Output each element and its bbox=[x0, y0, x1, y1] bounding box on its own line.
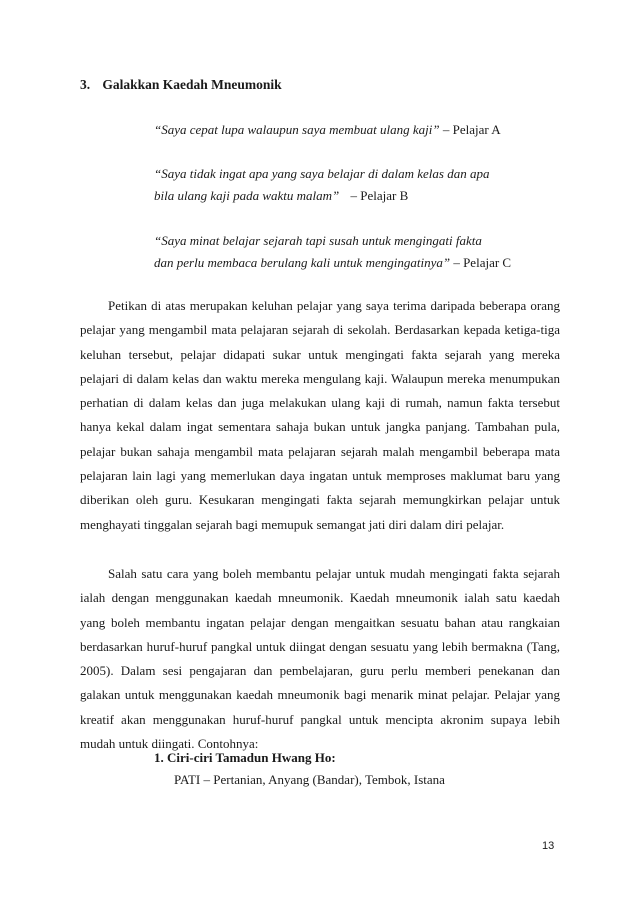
quote-attribution: – Pelajar C bbox=[453, 255, 512, 270]
quote-text: “Saya cepat lupa walaupun saya membuat ulang kaji” bbox=[154, 122, 440, 137]
section-number: 3. bbox=[80, 77, 91, 92]
quote-text: bila ulang kaji pada waktu malam” bbox=[154, 188, 340, 203]
quote-c bbox=[154, 230, 511, 274]
list-item bbox=[154, 747, 445, 791]
list-item-title: Ciri-ciri Tamadun Hwang Ho: bbox=[167, 750, 336, 765]
list-item-number: 1. bbox=[154, 750, 164, 765]
quote-attribution: – Pelajar B bbox=[350, 188, 409, 203]
quote-text: “Saya minat belajar sejarah tapi susah untuk mengingati fakta bbox=[154, 233, 482, 248]
paragraph-2: Salah satu cara yang boleh membantu pelajar untuk mudah mengingati fakta sejarah ialah dengan menggunakan kaedah mneumonik. Kaedah mneumonik ialah satu kaedah yang boleh membantu ingatan pelajar dengan mengaitkan sesuatu bahan atau rangkaian berdasarkan huruf-huruf pangkal untuk diingat dengan sesuatu yang lebih bermakna (Tang, 2005). Dalam sesi pengajaran dan pembelajaran, guru perlu memberi penekanan dan galakan untuk menggunakan kaedah mneumonik bagi menarik minat pelajar. Pelajar yang kreatif akan menggunakan huruf-huruf pangkal untuk mencipta akronim supaya lebih mudah untuk diingati. Contohnya: bbox=[80, 566, 560, 752]
quote-b bbox=[154, 163, 489, 207]
quote-a bbox=[154, 119, 501, 141]
section-heading bbox=[80, 77, 282, 93]
page-number: 13 bbox=[542, 840, 555, 852]
section-title: Galakkan Kaedah Mneumonik bbox=[102, 77, 282, 92]
paragraph-1: Petikan di atas merupakan keluhan pelajar yang saya terima daripada beberapa orang pelajar yang mengambil mata pelajaran sejarah di sekolah. Berdasarkan kepada ketiga-tiga keluhan tersebut, pelajar didapati sukar untuk mengingati fakta sejarah yang mereka pelajari di dalam kelas dan waktu mereka mengulang kaji. Walaupun mereka menumpukan perhatian di dalam kelas dan juga melakukan ulang kaji di rumah, namun fakta tersebut hanya kekal dalam ingat sementara sahaja bukan untuk jangka panjang. Tambahan pula, pelajar bukan sahaja mengambil mata pelajaran sejarah malah mengambil beberapa mata pelajaran lain lagi yang memerlukan daya ingatan untuk memproses maklumat baru yang diberikan oleh guru. Kesukaran mengingati fakta sejarah memungkirkan pelajar untuk menghayati tinggalan sejarah bagi memupuk semangat jati diri dalam diri pelajar. bbox=[80, 298, 560, 532]
quote-text: “Saya tidak ingat apa yang saya belajar di dalam kelas dan apa bbox=[154, 166, 490, 181]
list-item-detail: PATI – Pertanian, Anyang (Bandar), Tembok, Istana bbox=[174, 772, 445, 787]
quote-attribution: – Pelajar A bbox=[442, 122, 501, 137]
quote-text: dan perlu membaca berulang kali untuk mengingatinya” bbox=[154, 255, 451, 270]
